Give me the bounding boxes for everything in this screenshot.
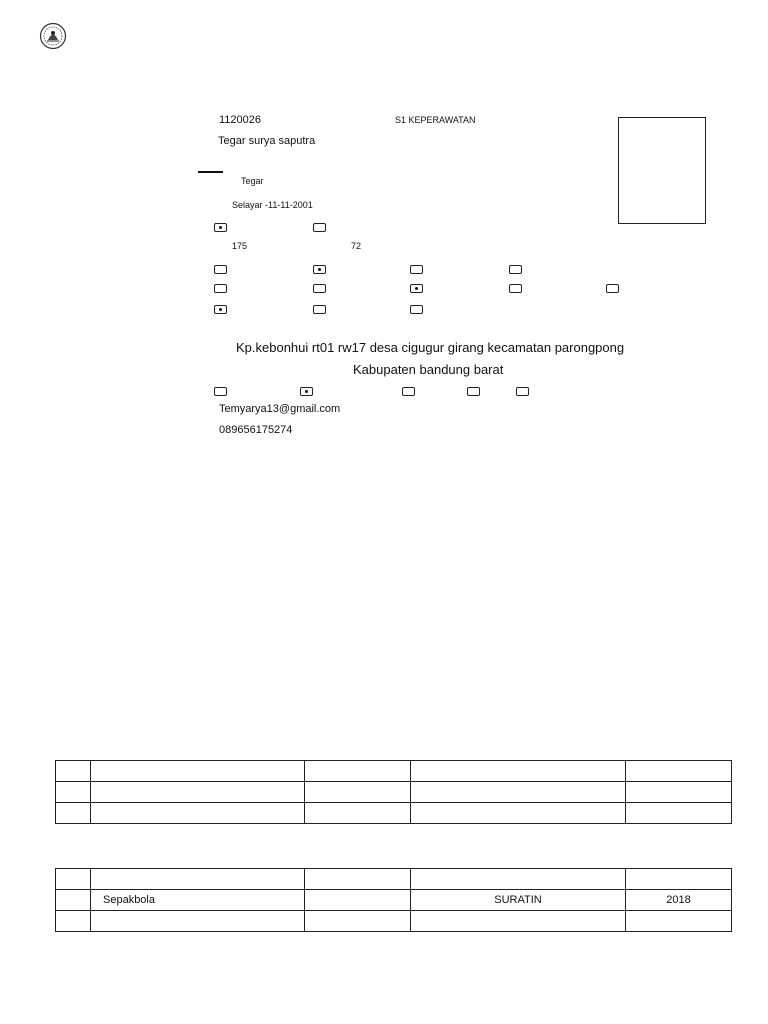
radio-option[interactable]: [516, 387, 529, 396]
table-cell: [91, 869, 305, 890]
radio-option[interactable]: [214, 284, 227, 293]
table-cell: [411, 869, 626, 890]
table-cell: [56, 761, 91, 782]
table-cell: [56, 911, 91, 932]
table-cell: [411, 761, 626, 782]
organizer-cell: SURATIN: [411, 890, 626, 911]
address-line-2: Kabupaten bandung barat: [353, 362, 504, 377]
radio-option[interactable]: [509, 284, 522, 293]
program-value: S1 KEPERAWATAN: [395, 115, 476, 125]
radio-option[interactable]: [467, 387, 480, 396]
table-row: [56, 869, 732, 890]
table-cell: [91, 761, 305, 782]
activity-name-cell: Sepakbola: [91, 890, 305, 911]
table-cell: [305, 911, 411, 932]
radio-option[interactable]: [410, 265, 423, 274]
table-cell: [305, 803, 411, 824]
radio-option-selected[interactable]: [214, 223, 227, 232]
radio-option[interactable]: [313, 305, 326, 314]
phone-value: 089656175274: [219, 424, 293, 436]
radio-option[interactable]: [214, 265, 227, 274]
weight-value: 72: [351, 241, 362, 251]
radio-option[interactable]: [402, 387, 415, 396]
table-row: [56, 803, 732, 824]
table-row: [56, 761, 732, 782]
nim-value: 1120026: [219, 114, 262, 126]
table-cell: [56, 869, 91, 890]
table-cell: [626, 869, 732, 890]
table-cell: [411, 803, 626, 824]
radio-option-selected[interactable]: [300, 387, 313, 396]
radio-option-selected[interactable]: [214, 305, 227, 314]
full-name-value: Tegar surya saputra: [218, 135, 316, 147]
table-cell: [305, 782, 411, 803]
table-cell: [305, 890, 411, 911]
year-cell: 2018: [626, 890, 732, 911]
radio-option-selected[interactable]: [410, 284, 423, 293]
radio-option[interactable]: [410, 305, 423, 314]
table-cell: [56, 803, 91, 824]
table-cell: [91, 803, 305, 824]
education-table: [55, 760, 732, 824]
radio-option[interactable]: [509, 265, 522, 274]
table-cell: [91, 911, 305, 932]
activities-table: [55, 868, 732, 932]
table-cell: [626, 761, 732, 782]
photo-frame: [618, 117, 706, 224]
radio-option[interactable]: [214, 387, 227, 396]
table-cell: [91, 782, 305, 803]
underline-mark: [198, 171, 223, 173]
nickname-value: Tegar: [241, 176, 264, 186]
table-cell: [626, 782, 732, 803]
table-cell: [626, 803, 732, 824]
table-cell: [56, 890, 91, 911]
table-cell: [411, 782, 626, 803]
table-cell: [626, 911, 732, 932]
table-cell: [56, 782, 91, 803]
university-logo-icon: [39, 22, 67, 50]
radio-option-selected[interactable]: [313, 265, 326, 274]
table-cell: [305, 761, 411, 782]
height-value: 175: [232, 241, 248, 251]
radio-option[interactable]: [313, 223, 326, 232]
birth-place-date-value: Selayar -11-11-2001: [232, 200, 313, 210]
address-line-1: Kp.kebonhui rt01 rw17 desa cigugur girang kecamatan parongpong: [236, 340, 625, 355]
table-row: [56, 911, 732, 932]
table-row: [56, 890, 732, 911]
table-cell: [305, 869, 411, 890]
table-cell: [411, 911, 626, 932]
radio-option[interactable]: [313, 284, 326, 293]
radio-option[interactable]: [606, 284, 619, 293]
email-value: Temyarya13@gmail.com: [219, 403, 341, 415]
table-row: [56, 782, 732, 803]
